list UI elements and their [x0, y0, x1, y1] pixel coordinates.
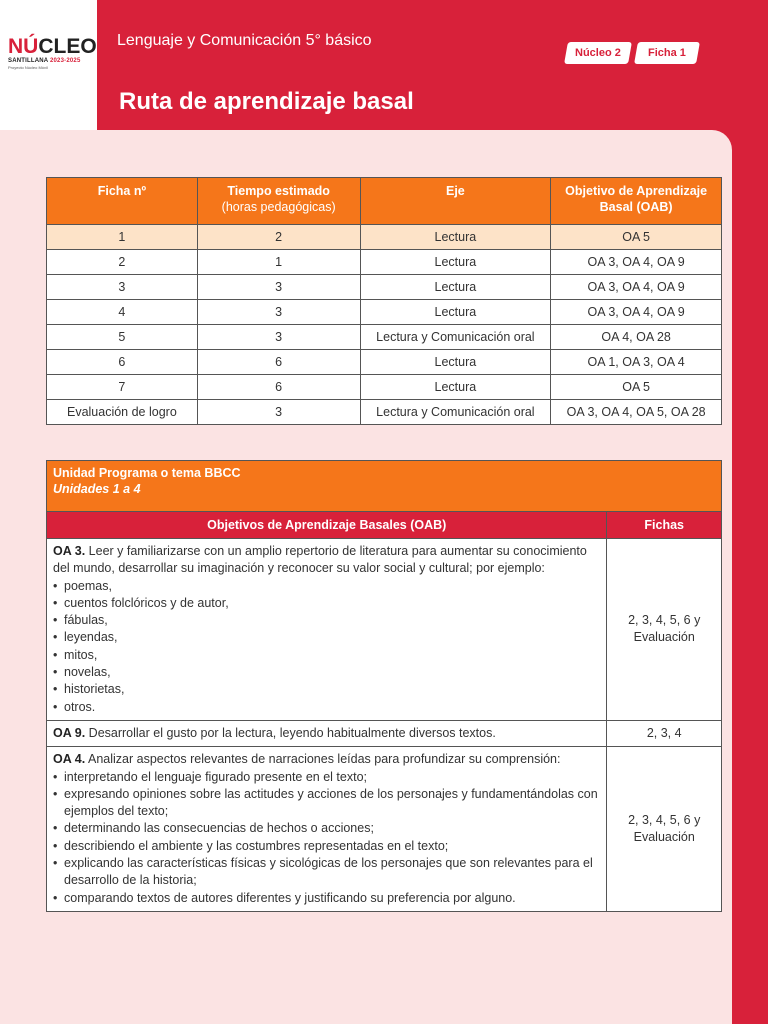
header-oab-col: Objetivos de Aprendizaje Basales (OAB)	[47, 512, 607, 539]
oa4-description: OA 4. Analizar aspectos relevantes de narraciones leídas para profundizar su comprensión: • interpretando el lenguaje figurado presente en el texto; • expresando opiniones sobre las actitudes y acciones de los personajes y fundamentándolas con ejemplos del texto; • determinando las consecuencias de hechos o acciones; • describiendo el ambiente y las costumbres representadas en el texto; • explicando las características físicas y sicológicas de los personajes que son relevantes para el desarrollo de la historia; • comparando textos de autores diferentes y justificando su preferencia por alguno.	[47, 747, 607, 912]
table-row: 5 3 Lectura y Comunicación oral OA 4, OA 28	[47, 325, 722, 350]
header-ficha: Ficha nº	[47, 178, 198, 225]
nucleo-badge: Núcleo 2	[564, 42, 632, 64]
table-row: 3 3 Lectura OA 3, OA 4, OA 9	[47, 275, 722, 300]
table-row: Evaluación de logro 3 Lectura y Comunicación oral OA 3, OA 4, OA 5, OA 28	[47, 400, 722, 425]
oa4-row	[47, 747, 722, 912]
ficha-badge: Ficha 1	[634, 42, 700, 64]
oa9-description: OA 9. Desarrollar el gusto por la lectura, leyendo habitualmente diversos textos.	[47, 720, 607, 746]
unit-header: Unidad Programa o tema BBCC Unidades 1 a 4	[47, 461, 722, 512]
table-row: 7 6 Lectura OA 5	[47, 375, 722, 400]
oa3-description: OA 3. Leer y familiarizarse con un amplio repertorio de literatura para aumentar su conocimiento del mundo, desarrollar su imaginación y reconocer su valor social y cultural; por ejemplo: • poemas, • cuentos folclóricos y de autor, • fábulas, • leyendas, • mitos, • novelas, • historietas, • otros.	[47, 539, 607, 721]
header-eje: Eje	[360, 178, 551, 225]
table-row: 6 6 Lectura OA 1, OA 3, OA 4	[47, 350, 722, 375]
oa9-row	[47, 720, 722, 746]
table-row: 2 1 Lectura OA 3, OA 4, OA 9	[47, 250, 722, 275]
header-oab: Objetivo de Aprendizaje Basal (OAB)	[551, 178, 722, 225]
oa9-fichas: 2, 3, 4	[607, 720, 722, 746]
nucleo-logo: NÚCLEO SANTILLANA 2023-2025 Proyecto Núcleo Móvil	[8, 35, 97, 70]
page-title: Ruta de aprendizaje basal	[119, 88, 414, 115]
oa3-fichas: 2, 3, 4, 5, 6 y Evaluación	[607, 539, 722, 721]
table-row: 1 2 Lectura OA 5	[47, 225, 722, 250]
learning-route-table	[46, 177, 722, 425]
table-row: 4 3 Lectura OA 3, OA 4, OA 9	[47, 300, 722, 325]
header-tiempo: Tiempo estimado (horas pedagógicas)	[197, 178, 360, 225]
oab-table	[46, 460, 722, 912]
oa4-fichas: 2, 3, 4, 5, 6 y Evaluación	[607, 747, 722, 912]
header-fichas-col: Fichas	[607, 512, 722, 539]
subject-title: Lenguaje y Comunicación 5° básico	[117, 32, 372, 49]
oa3-row	[47, 539, 722, 721]
